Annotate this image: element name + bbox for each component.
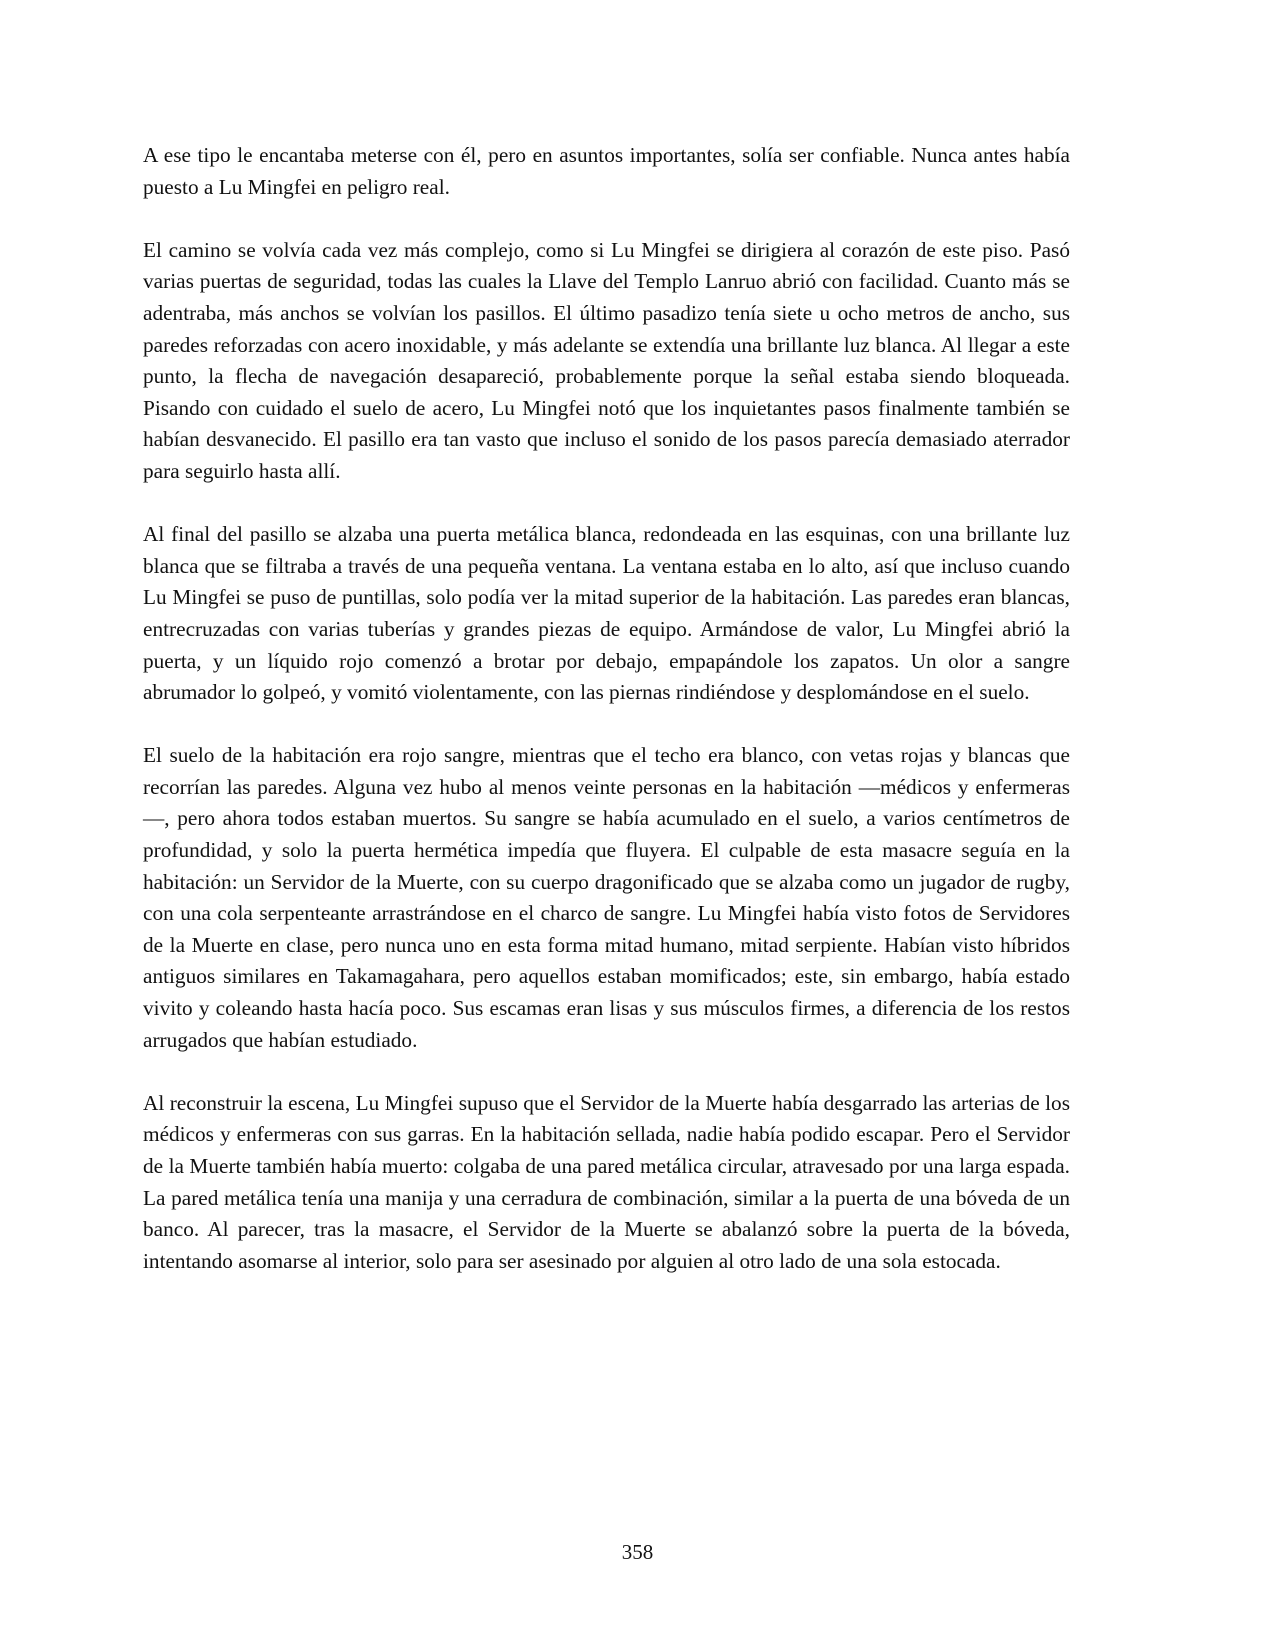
page-number: 358 bbox=[621, 1540, 654, 1564]
paragraph-5: Al reconstruir la escena, Lu Mingfei supuso que el Servidor de la Muerte había desgarrado las arterias de los médicos y enfermeras con sus garras. En la habitación sellada, nadie había podido escapar. Pero el Servidor de la Muerte también había muerto: colgaba de una pared metálica circular, atravesado por una larga espada. La pared metálica tenía una manija y una cerradura de combinación, similar a la puerta de una bóveda de un banco. Al parecer, tras la masacre, el Servidor de la Muerte se abalanzó sobre la puerta de la bóveda, intentando asomarse al interior, solo para ser asesinado por alguien al otro lado de una sola estocada. bbox=[143, 1090, 1070, 1273]
paragraph-4: El suelo de la habitación era rojo sangre, mientras que el techo era blanco, con vetas rojas y blancas que recorrían las paredes. Alguna vez hubo al menos veinte personas en la habitación —médicos y enfermeras—, pero ahora todos estaban muertos. Su sangre se había acumulado en el suelo, a varios centímetros de profundidad, y solo la puerta hermética impedía que fluyera. El culpable de esta masacre seguía en la habitación: un Servidor de la Muerte, con su cuerpo dragonificado que se alzaba como un jugador de rugby, con una cola serpenteante arrastrándose en el charco de sangre. Lu Mingfei había visto fotos de Servidores de la Muerte en clase, pero nunca uno en esta forma mitad humano, mitad serpiente. Habían visto híbridos antiguos similares en Takamagahara, pero aquellos estaban momificados; este, sin embargo, había estado vivito y coleando hasta hacía poco. Sus escamas eran lisas y sus músculos firmes, a diferencia de los restos arrugados que habían estudiado. bbox=[143, 743, 1070, 1052]
paragraph-1: A ese tipo le encantaba meterse con él, pero en asuntos importantes, solía ser confiable. Nunca antes había puesto a Lu Mingfei en peligro real. bbox=[143, 143, 1070, 199]
document-body bbox=[143, 140, 1070, 1309]
paragraph-2: El camino se volvía cada vez más complejo, como si Lu Mingfei se dirigiera al corazón de este piso. Pasó varias puertas de seguridad, todas las cuales la Llave del Templo Lanruo abrió con facilidad. Cuanto más se adentraba, más anchos se volvían los pasillos. El último pasadizo tenía siete u ocho metros de ancho, sus paredes reforzadas con acero inoxidable, y más adelante se extendía una brillante luz blanca. Al llegar a este punto, la flecha de navegación desapareció, probablemente porque la señal estaba siendo bloqueada. Pisando con cuidado el suelo de acero, Lu Mingfei notó que los inquietantes pasos finalmente también se habían desvanecido. El pasillo era tan vasto que incluso el sonido de los pasos parecía demasiado aterrador para seguirlo hasta allí. bbox=[143, 237, 1070, 483]
paragraph-3: Al final del pasillo se alzaba una puerta metálica blanca, redondeada en las esquinas, con una brillante luz blanca que se filtraba a través de una pequeña ventana. La ventana estaba en lo alto, así que incluso cuando Lu Mingfei se puso de puntillas, solo podía ver la mitad superior de la habitación. Las paredes eran blancas, entrecruzadas con varias tuberías y grandes piezas de equipo. Armándose de valor, Lu Mingfei abrió la puerta, y un líquido rojo comenzó a brotar por debajo, empapándole los zapatos. Un olor a sangre abrumador lo golpeó, y vomitó violentamente, con las piernas rindiéndose y desplomándose en el suelo. bbox=[143, 522, 1070, 705]
